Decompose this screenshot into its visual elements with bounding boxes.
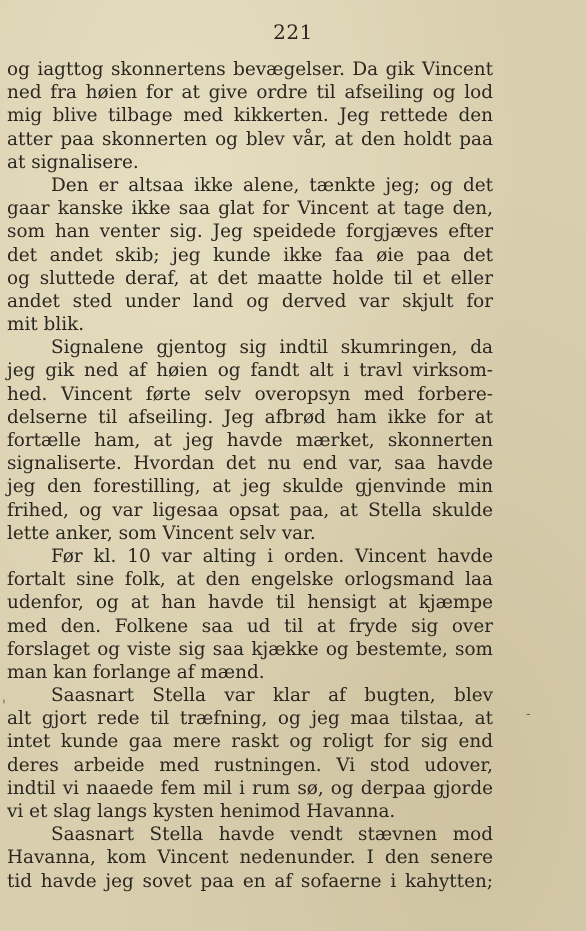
text-line: jeg den forestilling, at jeg skulde gjenvinde min [7,476,493,498]
text-line: man kan forlange af mænd. [7,661,265,683]
text-line: at signalisere. [7,151,139,173]
text-line: hed. Vincent førte selv overopsyn med forbere- [7,383,493,405]
text-line: forslaget og viste sig saa kjække og bestemte, som [7,638,493,660]
margin-speck: - [526,706,531,722]
text-line: alt gjort rede til træfning, og jeg maa tilstaa, at [7,708,493,730]
margin-speck: ' [2,698,6,714]
text-line: med den. Folkene saa ud til at fryde sig over [7,615,493,637]
text-line: og iagttog skonnertens bevægelser. Da gik Vincent [7,59,493,80]
text-line: udenfor, og at han havde til hensigt at kjæmpe [7,592,493,614]
text-line: gaar kanske ikke saa glat for Vincent at tage den, [7,198,493,220]
text-line: fortælle ham, at jeg havde mærket, skonnerten [7,430,493,451]
text-line: vi et slag langs kysten henimod Havanna. [7,801,396,822]
text-line: og sluttede deraf, at det maatte holde til et eller [7,267,493,289]
text-line: det andet skib; jeg kunde ikke faa øie paa det [7,244,493,266]
text-line: delserne til afseiling. Jeg afbrød ham ikke for at [7,406,493,428]
text-line: tid havde jeg sovet paa en af sofaerne i kahytten; [7,870,493,892]
text-line: andet sted under land og derved var skjult for [7,290,493,312]
text-line: Saasnart Stella var klar af bugten, blev [51,685,493,707]
page-number: 221 [273,20,313,44]
text-line: mit blik. [7,314,85,336]
body-text [7,58,493,893]
text-line: Havanna, kom Vincent nedenunder. I den senere [7,847,493,869]
text-line: Den er altsaa ikke alene, tænkte jeg; og det [51,174,493,196]
text-line: jeg gik ned af høien og fandt alt i travl virksom- [7,360,493,382]
text-line: intet kunde gaa mere raskt og roligt for sig end [7,731,493,753]
text-line: frihed, og var ligesaa opsat paa, at Stella skulde [7,499,493,521]
text-line: fortalt sine folk, at den engelske orlogsmand laa [7,569,493,591]
text-line: ned fra høien for at give ordre til afseiling og lod [7,82,493,104]
text-line: deres arbeide med rustningen. Vi stod udover, [7,754,493,776]
text-line: Før kl. 10 var alting i orden. Vincent havde [51,545,493,567]
text-line: Saasnart Stella havde vendt stævnen mod [51,824,493,846]
text-line: mig blive tilbage med kikkerten. Jeg rettede den [7,105,493,127]
text-line: indtil vi naaede fem mil i rum sø, og derpaa gjorde [7,777,493,799]
text-line: signaliserte. Hvordan det nu end var, saa havde [7,453,493,475]
text-line: Signalene gjentog sig indtil skumringen, da [51,337,493,359]
text-line: lette anker, som Vincent selv var. [7,522,316,544]
text-line: som han venter sig. Jeg speidede forgjæves efter [7,221,493,243]
text-line: atter paa skonnerten og blev vår, at den holdt paa [7,128,493,150]
